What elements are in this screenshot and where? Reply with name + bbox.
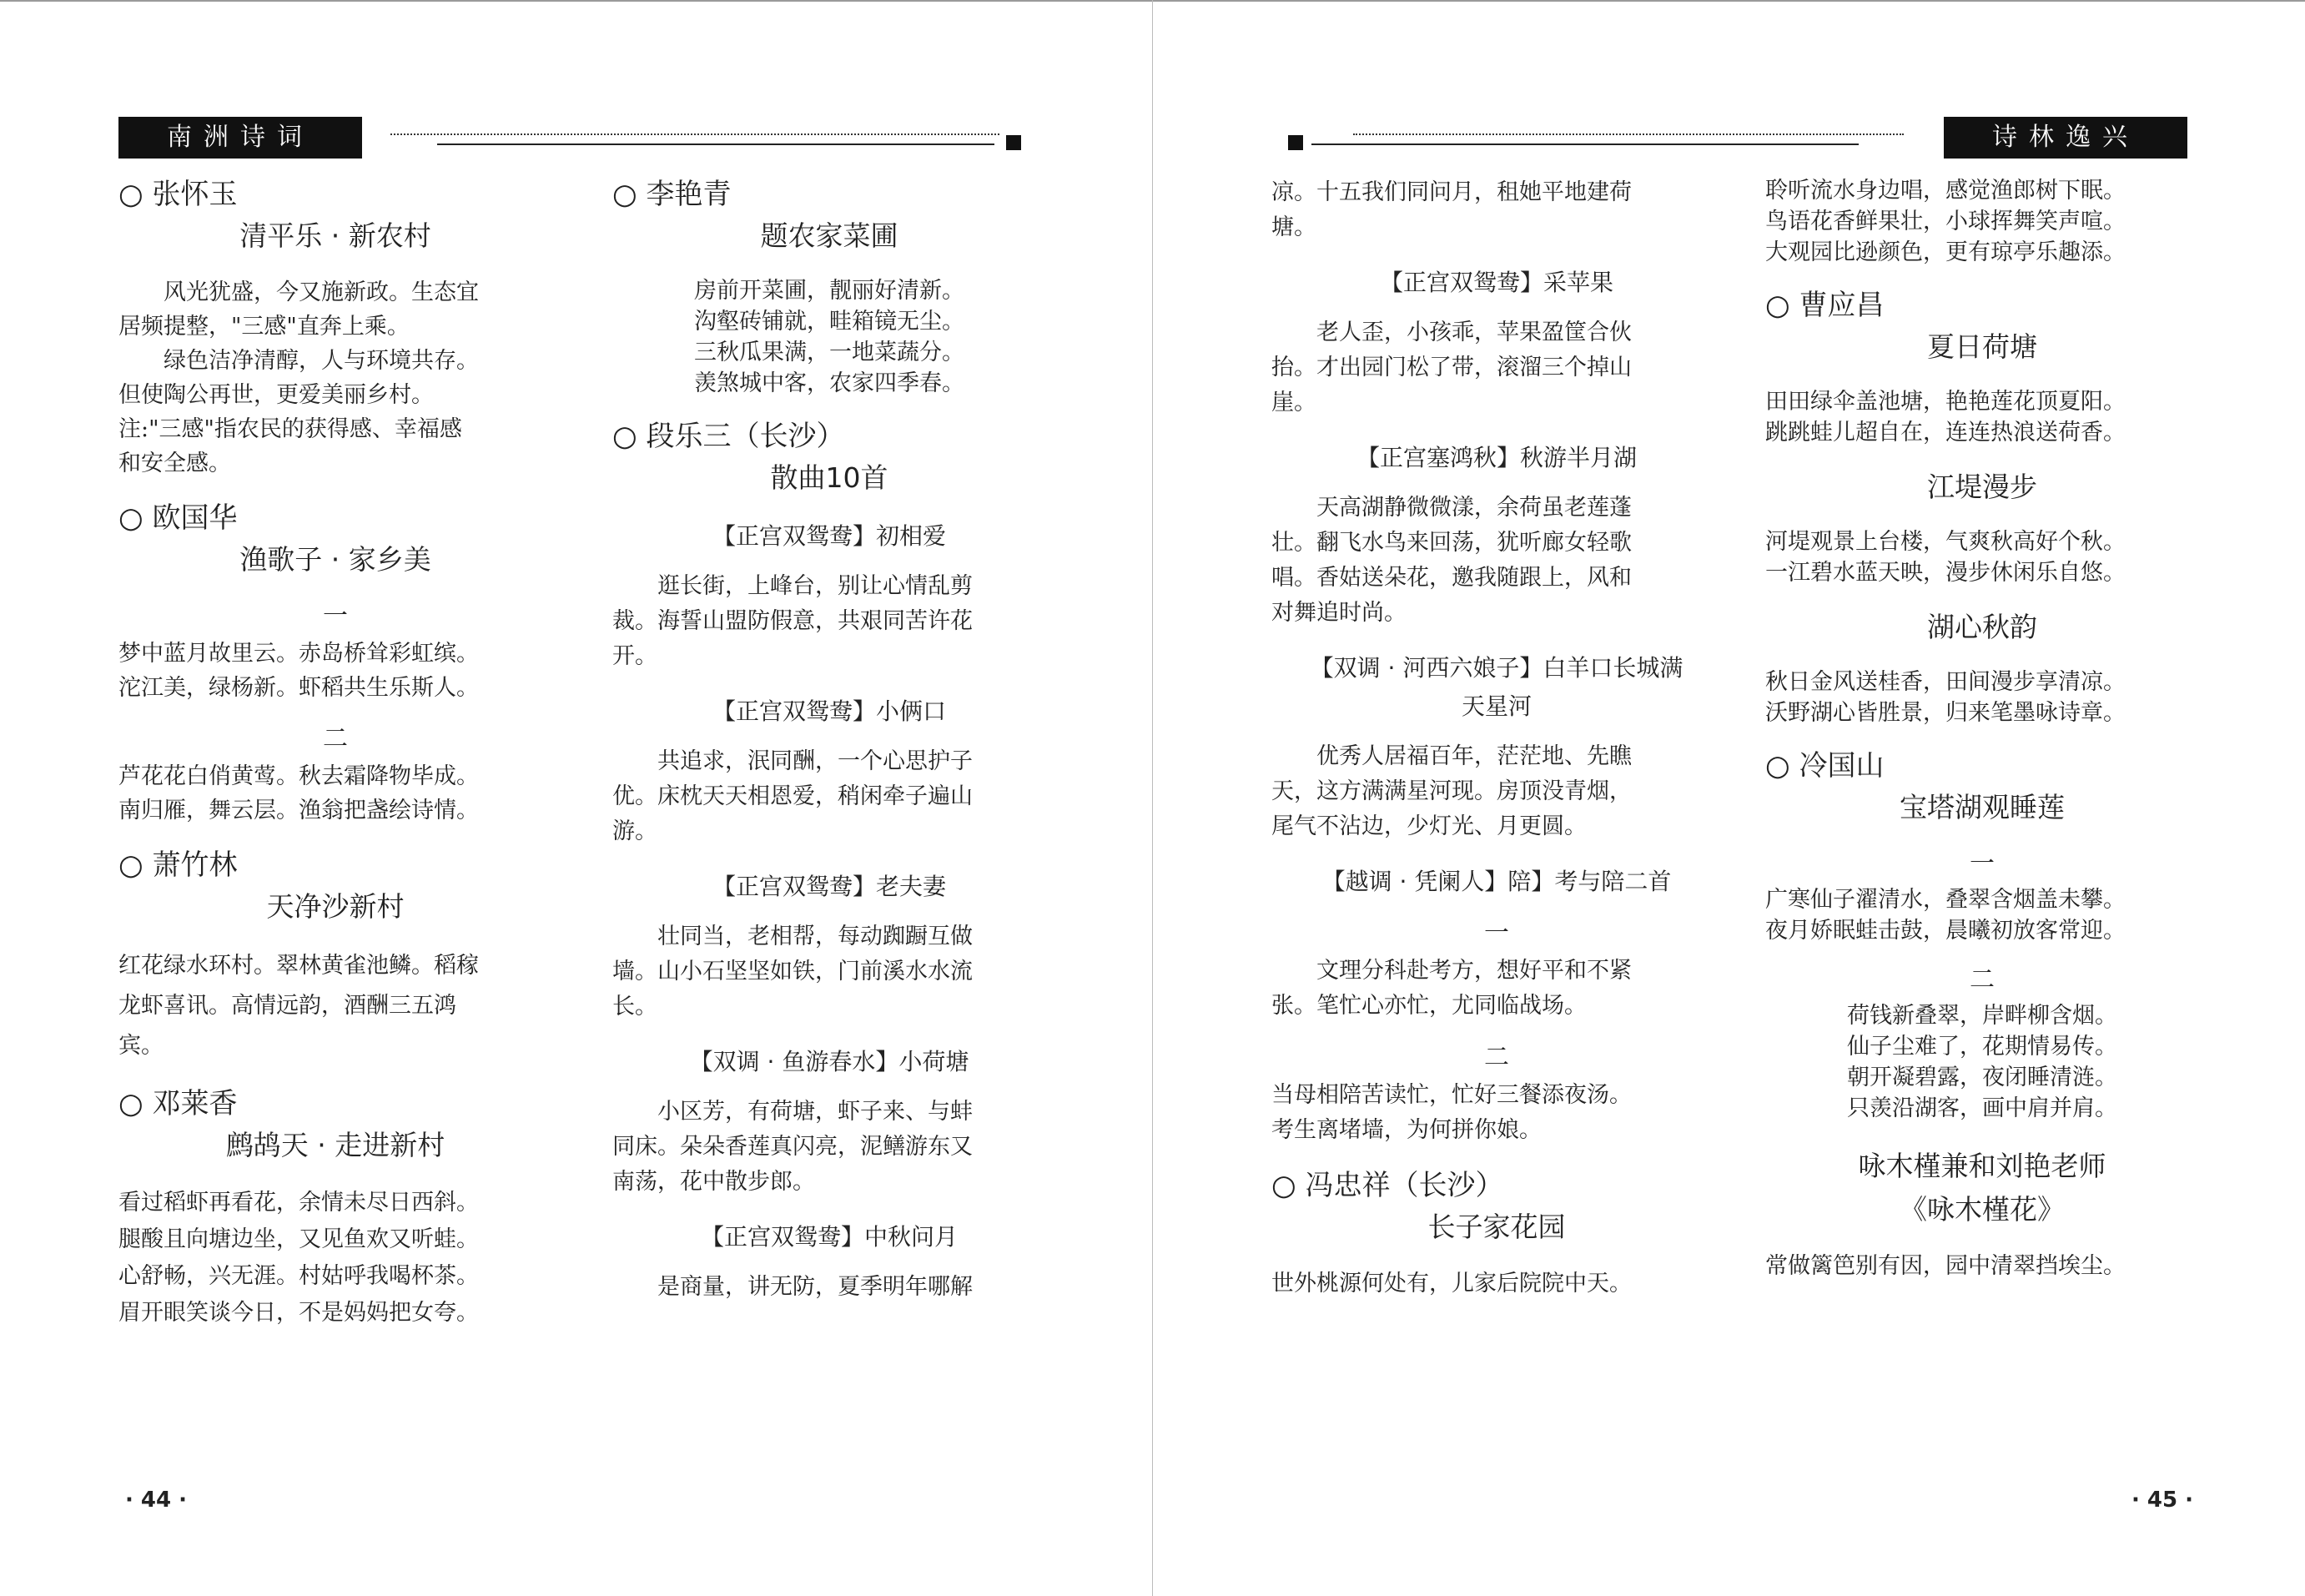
poem-body [118,275,552,481]
author-name: ○ 冯忠祥（长沙） [1271,1169,1504,1202]
poem-title-cont: 《咏木槿花》 [1900,1193,2065,1226]
qu-title: 【越调 · 凭阑人】陪】考与陪二首 [1321,868,1672,895]
right-column-1 [1271,175,1722,1301]
poem-line: 荷钱新叠翠，岸畔柳含烟。 [1847,1003,2117,1029]
poem-body [1271,1078,1722,1148]
poem-line: 三秋瓜果满，一地菜蔬分。 [694,340,964,365]
poem-line: 龙虾喜讯。高情远韵，酒酬三五鸿 [118,993,456,1019]
poem-body [612,275,1046,399]
author-name: ○ 曹应昌 [1765,289,1885,322]
poem-line: 田田绿伞盖池塘，艳艳莲花顶夏阳。 [1765,389,2126,415]
poem-line: 同床。朵朵香莲真闪亮，泥鳝游东又 [612,1134,973,1160]
header-solid-rule [1311,143,1859,145]
poem-body [118,1185,552,1332]
qu-title: 【正宫双鸳鸯】采苹果 [1379,269,1613,296]
author-name: ○ 李艳青 [612,178,732,211]
poem-body [1765,884,2199,946]
poem-line: 河堤观景上台楼，气爽秋高好个秋。 [1765,529,2126,555]
qu-title: 【正宫双鸳鸯】老夫妻 [712,873,946,900]
stanza-number: 一 [1484,919,1509,948]
poem-line: 红花绿水环村。翠林黄雀池鳞。稻稼 [118,953,479,979]
poem-line: 但使陶公再世，更爱美丽乡村。 [118,382,434,408]
poem-note: 和安全感。 [118,451,231,476]
poem-line: 优秀人居福百年，茫茫地、先瞧 [1316,743,1632,769]
poem-body [118,759,552,828]
poem-body [1765,667,2199,728]
qu-title-cont: 天星河 [1461,692,1532,720]
poem-title: 长子家花园 [1427,1211,1566,1243]
poem-line: 长。 [612,994,657,1020]
poem-line: 文理分科赴考方，想好平和不紧 [1316,958,1632,984]
poem-line: 对舞追时尚。 [1271,600,1407,626]
right-column-2 [1765,175,2199,1283]
author-name: ○ 欧国华 [118,501,238,535]
poem-line: 居频提整，"三感"直奔上乘。 [118,314,410,340]
page-number: · 45 · [2131,1488,2194,1513]
poem-body [1765,175,2199,268]
poem-line: 鸟语花香鲜果壮，小球挥舞笑声喧。 [1765,209,2126,234]
left-column-1 [118,175,552,1332]
poem-line: 南归雁，舞云层。渔翁把盏绘诗情。 [118,798,479,823]
poem-line: 是商量，讲无防，夏季明年哪解 [657,1274,973,1300]
qu-title: 【正宫双鸳鸯】初相爱 [712,522,946,550]
author-name: ○ 邓莱香 [118,1087,238,1120]
left-page [0,0,1152,1596]
poem-line: 大观园比逊颜色，更有琼亭乐趣添。 [1765,239,2126,265]
poem-title: 散曲10首 [770,461,888,494]
poem-line: 世外桃源何处有，儿家后院院中天。 [1271,1271,1632,1296]
section-header: 诗林逸兴 [1944,117,2187,159]
poem-line: 凉。十五我们同问月，租她平地建荷 [1271,179,1632,205]
author-name: ○ 冷国山 [1765,749,1885,783]
poem-line: 仙子尘难了，花期情易传。 [1847,1034,2117,1060]
poem-title: 咏木槿兼和刘艳老师 [1858,1150,2106,1182]
poem-line: 天，这方满满星河现。房顶没青烟， [1271,778,1632,804]
poem-line: 抬。才出园门松了带，滚溜三个掉山 [1271,355,1632,380]
poem-body [612,919,1046,1025]
poem-line: 羡煞城中客，农家四季春。 [694,370,964,396]
qu-title: 【正宫塞鸿秋】秋游半月湖 [1356,444,1637,471]
poem-body [1765,386,2199,448]
poem-body [1765,1000,2199,1124]
poem-line: 游。 [612,818,657,844]
poem-title: 鹧鸪天 · 走进新村 [225,1129,445,1161]
poem-line: 南荡，花中散步郎。 [612,1169,815,1195]
poem-line: 房前开菜圃，靓丽好清新。 [694,278,964,304]
poem-line: 塘。 [1271,214,1316,240]
poem-title: 江堤漫步 [1927,471,2037,503]
poem-body [612,744,1046,849]
poem-body [1271,175,1722,245]
poem-body [118,946,552,1066]
header-dotted-rule [390,133,999,135]
qu-title: 【双调 · 河西六娘子】白羊口长城满 [1310,654,1683,682]
poem-line: 常做篱笆别有因，园中清翠挡埃尘。 [1765,1253,2126,1279]
poem-body [1271,315,1722,420]
poem-line: 跳跳蛙儿超自在，连连热浪送荷香。 [1765,420,2126,446]
poem-line: 墙。山小石坚坚如铁，门前溪水水流 [612,959,973,984]
poem-line: 张。笔忙心亦忙，尤同临战场。 [1271,993,1587,1019]
poem-note: 注:"三感"指农民的获得感、幸福感 [118,416,462,442]
poem-line: 壮。翻飞水鸟来回荡，犹听廊女轻歌 [1271,530,1632,556]
poem-line: 逛长街，上峰台，别让心情乱剪 [657,573,973,599]
left-column-2 [612,175,1046,1305]
qu-title: 【双调 · 鱼游春水】小荷塘 [689,1048,969,1075]
poem-line: 梦中蓝月故里云。赤岛桥耸彩虹缤。 [118,641,479,667]
poem-line: 宾。 [118,1033,164,1059]
poem-line: 沱江美，绿杨新。虾稻共生乐斯人。 [118,675,479,701]
poem-title: 湖心秋韵 [1927,611,2037,643]
poem-line: 裁。海誓山盟防假意，共艰同苦许花 [612,608,973,634]
poem-line: 小区芳，有荷塘，虾子来、与蚌 [657,1099,973,1125]
poem-line: 老人歪，小孩乖，苹果盈筐合伙 [1316,320,1632,345]
author-name: ○ 萧竹林 [118,848,238,882]
right-page [1153,0,2305,1596]
poem-body [1271,491,1722,631]
poem-line: 沃野湖心皆胜景，归来笔墨咏诗章。 [1765,700,2126,726]
poem-line: 心舒畅，兴无涯。村姑呼我喝杯茶。 [118,1263,479,1289]
poem-line: 开。 [612,643,657,669]
poem-body [1271,954,1722,1024]
poem-body [1271,1266,1722,1301]
header-dotted-rule [1353,133,1904,135]
poem-title: 夏日荷塘 [1927,330,2037,363]
poem-line: 沟壑砖铺就，畦箱镜无尘。 [694,309,964,335]
poem-body [612,569,1046,674]
poem-line: 看过稻虾再看花，余情未尽日西斜。 [118,1190,479,1216]
poem-title: 清平乐 · 新农村 [239,219,431,252]
qu-title: 【正宫双鸳鸯】中秋问月 [700,1223,958,1251]
poem-line: 聆听流水身边唱，感觉渔郎树下眠。 [1765,178,2126,204]
poem-line: 唱。香姑送朵花，邀我随跟上，风和 [1271,565,1632,591]
poem-line: 优。床枕天天相恩爱，稍闲牵子遍山 [612,783,973,809]
poem-line: 考生离堵墙，为何拼你娘。 [1271,1117,1542,1143]
poem-line: 芦花花白俏黄莺。秋去霜降物毕成。 [118,763,479,789]
poem-line: 共追求，泯同酬，一个心思护子 [657,748,973,774]
section-header: 南洲诗词 [118,117,362,159]
poem-body [612,1095,1046,1200]
poem-line: 朝开凝碧露，夜闭睡清涟。 [1847,1065,2117,1090]
header-square-marker [1288,135,1303,150]
poem-line: 天高湖静微微漾，余荷虽老莲蓬 [1316,495,1632,521]
poem-body [1765,526,2199,588]
poem-line: 当母相陪苦读忙，忙好三餐添夜汤。 [1271,1082,1632,1108]
poem-line: 眉开眼笑谈今日，不是妈妈把女夸。 [118,1300,479,1326]
stanza-number: 二 [1970,965,1995,994]
poem-line: 壮同当，老相帮，每动踟蹰互做 [657,924,973,949]
poem-title: 题农家菜圃 [760,219,898,252]
stanza-number: 二 [323,724,348,753]
poem-title: 宝塔湖观睡莲 [1900,791,2065,823]
poem-line: 秋日金风送桂香，田间漫步享清凉。 [1765,669,2126,695]
poem-line: 夜月娇眠蛙击鼓，晨曦初放客常迎。 [1765,918,2126,944]
stanza-number: 一 [323,602,348,631]
qu-title: 【正宫双鸳鸯】小俩口 [712,697,946,725]
poem-line: 一江碧水蓝天映，漫步休闲乐自悠。 [1765,560,2126,586]
poem-title: 渔歌子 · 家乡美 [239,543,431,576]
poem-line: 绿色洁净清醇，人与环境共存。 [164,348,479,374]
page-number: · 44 · [125,1488,188,1513]
poem-body [1271,739,1722,844]
poem-line: 尾气不沾边，少灯光、月更圆。 [1271,813,1587,839]
poem-line: 广寒仙子濯清水，叠翠含烟盖未攀。 [1765,887,2126,913]
poem-line: 风光犹盛，今又施新政。生态宜 [164,279,479,305]
author-name: ○ 段乐三（长沙） [612,420,845,453]
header-square-marker [1006,135,1021,150]
stanza-number: 二 [1484,1043,1509,1072]
poem-body [612,1270,1046,1305]
poem-body [118,637,552,705]
poem-line: 只羡沿湖客，画中肩并肩。 [1847,1095,2117,1121]
poem-line: 腿酸且向塘边坐，又见鱼欢又听蛙。 [118,1226,479,1252]
poem-body [1765,1249,2199,1283]
poem-line: 崖。 [1271,390,1316,415]
poem-title: 天净沙新村 [266,890,405,923]
author-name: ○ 张怀玉 [118,178,238,211]
stanza-number: 一 [1970,849,1995,879]
header-solid-rule [437,143,994,145]
